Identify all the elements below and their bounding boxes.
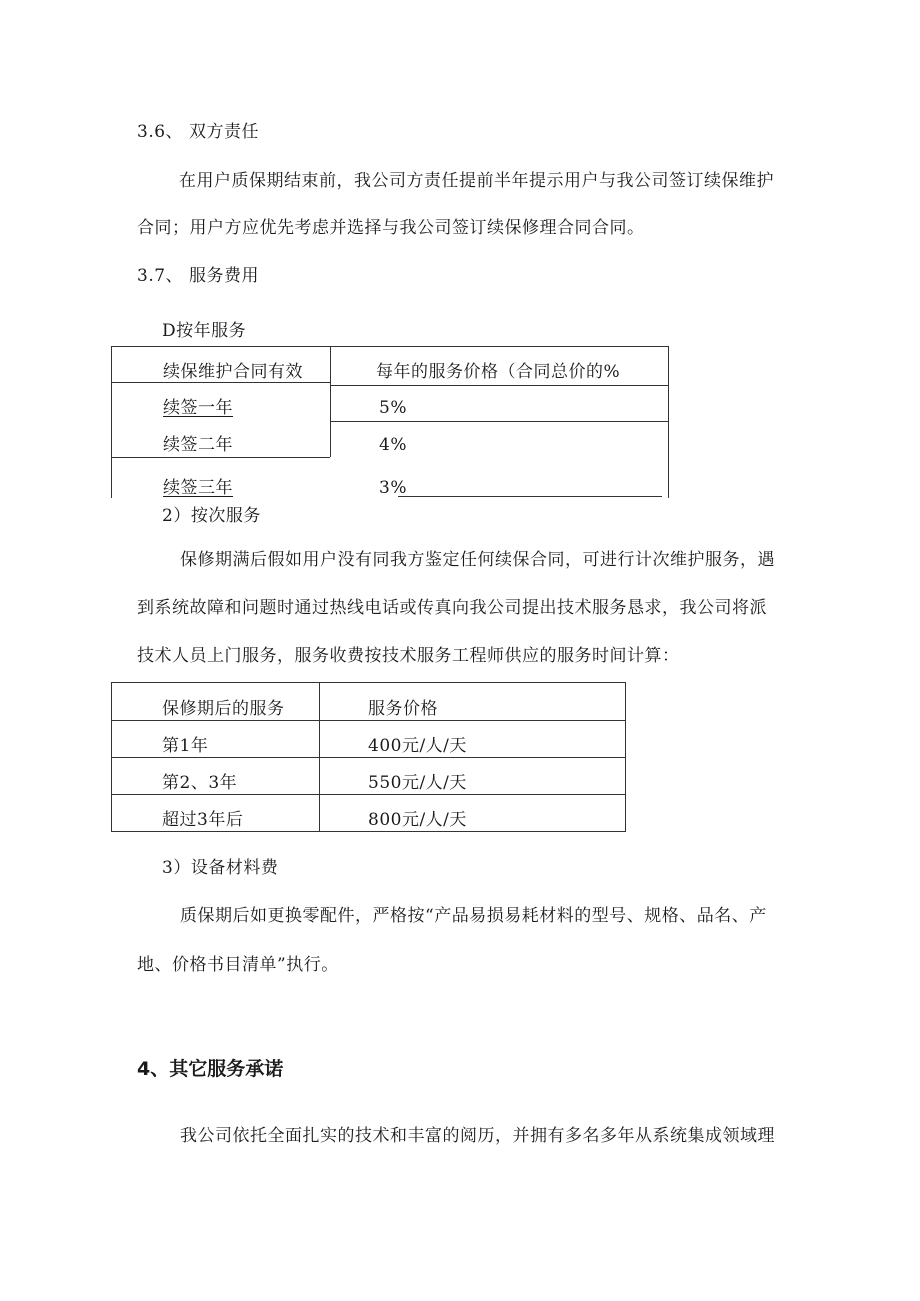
table-cell: 5%	[379, 398, 407, 418]
table-cell: 续签二年	[163, 435, 233, 455]
paragraph-line: 合同；用户方应优先考虑并选择与我公司签订续保修理合同合同。	[137, 218, 645, 238]
table-header: 每年的服务价格（合同总价的%	[376, 362, 621, 382]
section-heading-3-6: 3.6、 双方责任	[137, 122, 259, 142]
section-heading-3-7: 3.7、 服务费用	[137, 266, 259, 286]
section-heading-4: 4、其它服务承诺	[137, 1058, 284, 1080]
paragraph-line: 保修期满后假如用户没有同我方鉴定任何续保合同，可进行计次维护服务，遇	[180, 550, 775, 570]
table-header: 服务价格	[368, 699, 438, 719]
paragraph-line: 质保期后如更换零配件，严格按“产品易损易耗材料的型号、规格、品名、产	[180, 906, 767, 926]
paragraph-line: 在用户质保期结束前，我公司方责任提前半年提示用户与我公司签订续保维护	[179, 171, 774, 191]
paragraph-line: 技术人员上门服务，服务收费按技术服务工程师供应的服务时间计算：	[137, 646, 680, 666]
subheading-per-visit-service: 2）按次服务	[162, 506, 261, 526]
table-header: 保修期后的服务	[162, 699, 285, 719]
paragraph-line: 到系统故障和问题时通过热线电话或传真向我公司提出技术服务恳求，我公司将派	[137, 598, 767, 618]
table-cell: 550元/人/天	[368, 773, 467, 793]
subheading-annual-service: D按年服务	[162, 321, 247, 341]
table-cell: 续签一年	[163, 398, 233, 418]
table-cell: 续签三年	[163, 478, 233, 498]
table-cell: 3%	[379, 478, 407, 498]
subheading-equipment-materials: 3）设备材料费	[162, 858, 279, 878]
table-header: 续保维护合同有效	[163, 362, 303, 382]
table-cell: 400元/人/天	[368, 736, 467, 756]
table-cell: 4%	[379, 435, 407, 455]
paragraph-line: 地、价格书目清单”执行。	[137, 955, 339, 975]
table-cell: 第1年	[162, 736, 209, 756]
paragraph-line: 我公司依托全面扎实的技术和丰富的阅历，并拥有多名多年从系统集成领域理	[180, 1126, 775, 1146]
table-cell: 第2、3年	[162, 773, 238, 793]
table-cell: 800元/人/天	[368, 810, 467, 830]
table-cell: 超过3年后	[162, 810, 244, 830]
